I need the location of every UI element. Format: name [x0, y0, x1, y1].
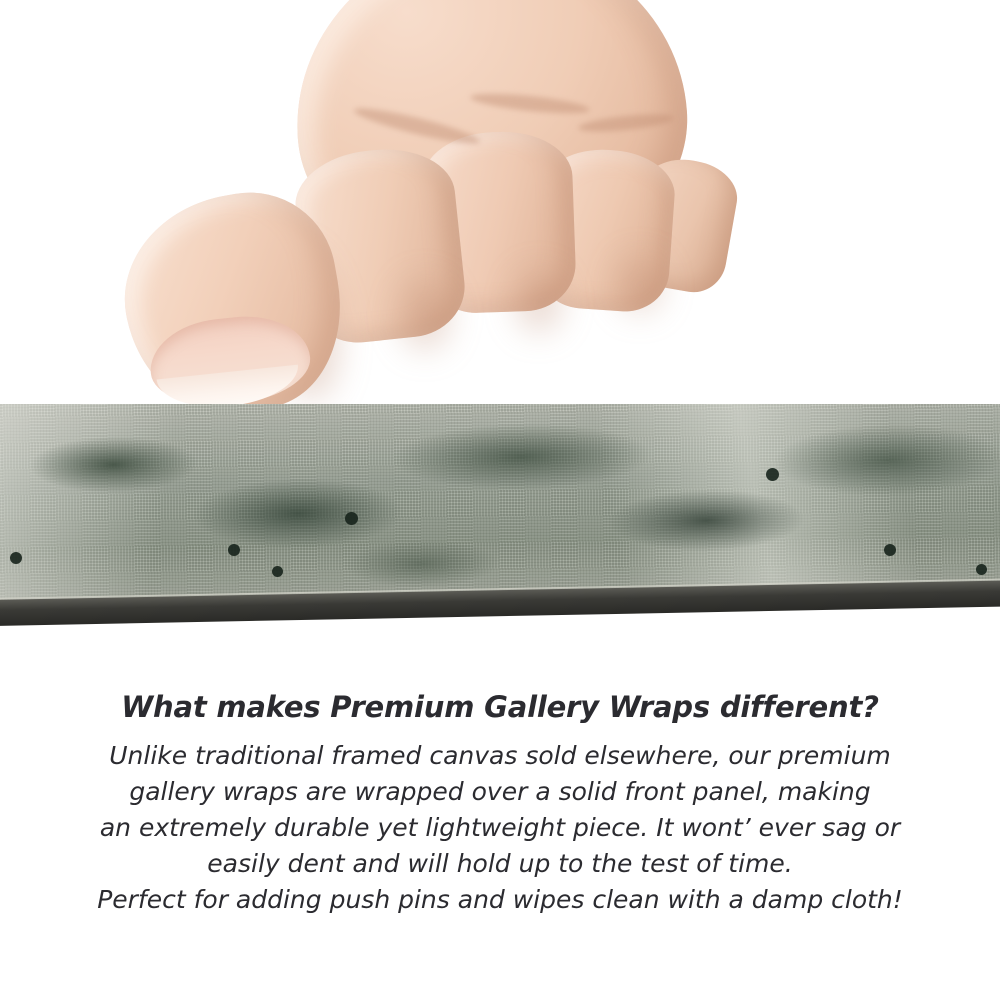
caption-title: What makes Premium Gallery Wraps different? — [121, 690, 879, 724]
canvas-speck — [976, 564, 987, 575]
canvas-speck — [228, 544, 240, 556]
finger-shadow — [516, 272, 562, 332]
canvas-speck — [10, 552, 22, 564]
caption-line-3: an extremely durable yet lightweight piece. It wont’ ever sag or — [99, 813, 901, 842]
canvas-speck — [345, 512, 358, 525]
caption-block — [0, 690, 1000, 918]
canvas-speck — [272, 566, 283, 577]
canvas-speck — [884, 544, 896, 556]
caption-line-5: Perfect for adding push pins and wipes clean with a damp cloth! — [97, 885, 903, 914]
gallery-wrap-strip — [0, 404, 1000, 626]
caption-line-4: easily dent and will hold up to the test of time. — [207, 849, 793, 878]
finger-shadow — [618, 258, 662, 312]
canvas-speck — [766, 468, 779, 481]
caption-line-2: gallery wraps are wrapped over a solid front panel, making — [129, 777, 871, 806]
caption-line-1: Unlike traditional framed canvas sold elsewhere, our premium — [109, 741, 891, 770]
hand-photo-region — [0, 0, 1000, 415]
finger-shadow — [400, 280, 450, 350]
